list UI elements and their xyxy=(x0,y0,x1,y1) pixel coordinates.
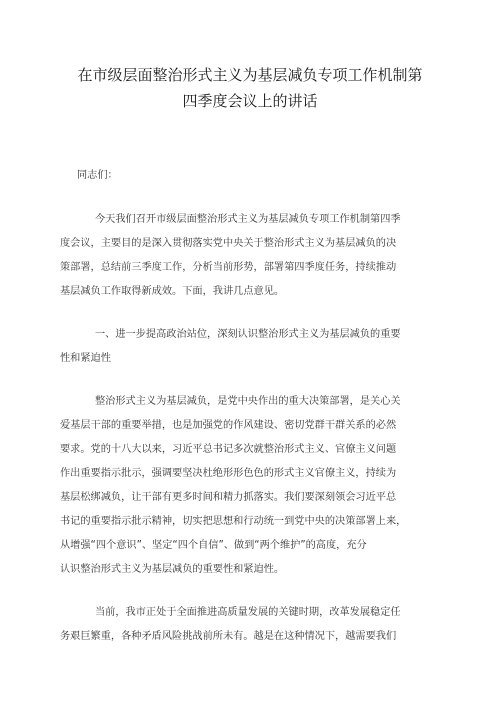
paragraph-line: 爱基层干部的重要举措，也是加强党的作风建设、密切党群干群关系的必然 xyxy=(60,420,397,431)
paragraph-line: 从增强“四个意识”、坚定“四个自信”、做到“两个维护”的高度，充分 xyxy=(60,540,367,551)
paragraph-line: 作出重要指示批示，强调要坚决杜绝形形色色的形式主义官僚主义，持续为 xyxy=(60,468,397,479)
paragraph-line: 书记的重要指示批示精神，切实把思想和行动统一到党中央的决策部署上来， xyxy=(60,516,407,527)
paragraph-line: 认识整治形式主义为基层减负的重要性和紧迫性。 xyxy=(60,564,285,575)
salutation: 同志们： xyxy=(77,170,118,181)
paragraph-line: 策部署，总结前三季度工作，分析当前形势，部署第四季度任务，持续推动 xyxy=(60,262,397,273)
paragraph-line: 务艰巨繁重，各种矛盾风险挑战前所未有。越是在这种情况下，越需要我们 xyxy=(60,631,397,642)
paragraph-line: 基层松绑减负，让干部有更多时间和精力抓落实。我们要深刻领会习近平总 xyxy=(60,492,397,503)
section-heading-line: 性和紧迫性 xyxy=(60,353,111,364)
paragraph-line: 基层减负工作取得新成效。下面，我讲几点意见。 xyxy=(60,286,285,297)
paragraph-line: 当前，我市正处于全面推进高质量发展的关键时期，改革发展稳定任 xyxy=(95,607,401,618)
paragraph-line: 度会议，主要目的是深入贯彻落实党中央关于整治形式主义为基层减负的决 xyxy=(60,238,397,249)
paragraph-line: 整治形式主义为基层减负，是党中央作出的重大决策部署，是关心关 xyxy=(95,396,401,407)
document-title-line-1: 在市级层面整治形式主义为基层减负专项工作机制第 xyxy=(77,66,423,84)
paragraph-line: 要求。党的十八大以来，习近平总书记多次就整治形式主义、官僚主义问题 xyxy=(60,444,397,455)
document-title-line-2: 四季度会议上的讲话 xyxy=(182,92,318,110)
section-heading-line: 一、进一步提高政治站位，深刻认识整治形式主义为基层减负的重要 xyxy=(95,329,401,340)
paragraph-line: 今天我们召开市级层面整治形式主义为基层减负专项工作机制第四季 xyxy=(95,214,401,225)
